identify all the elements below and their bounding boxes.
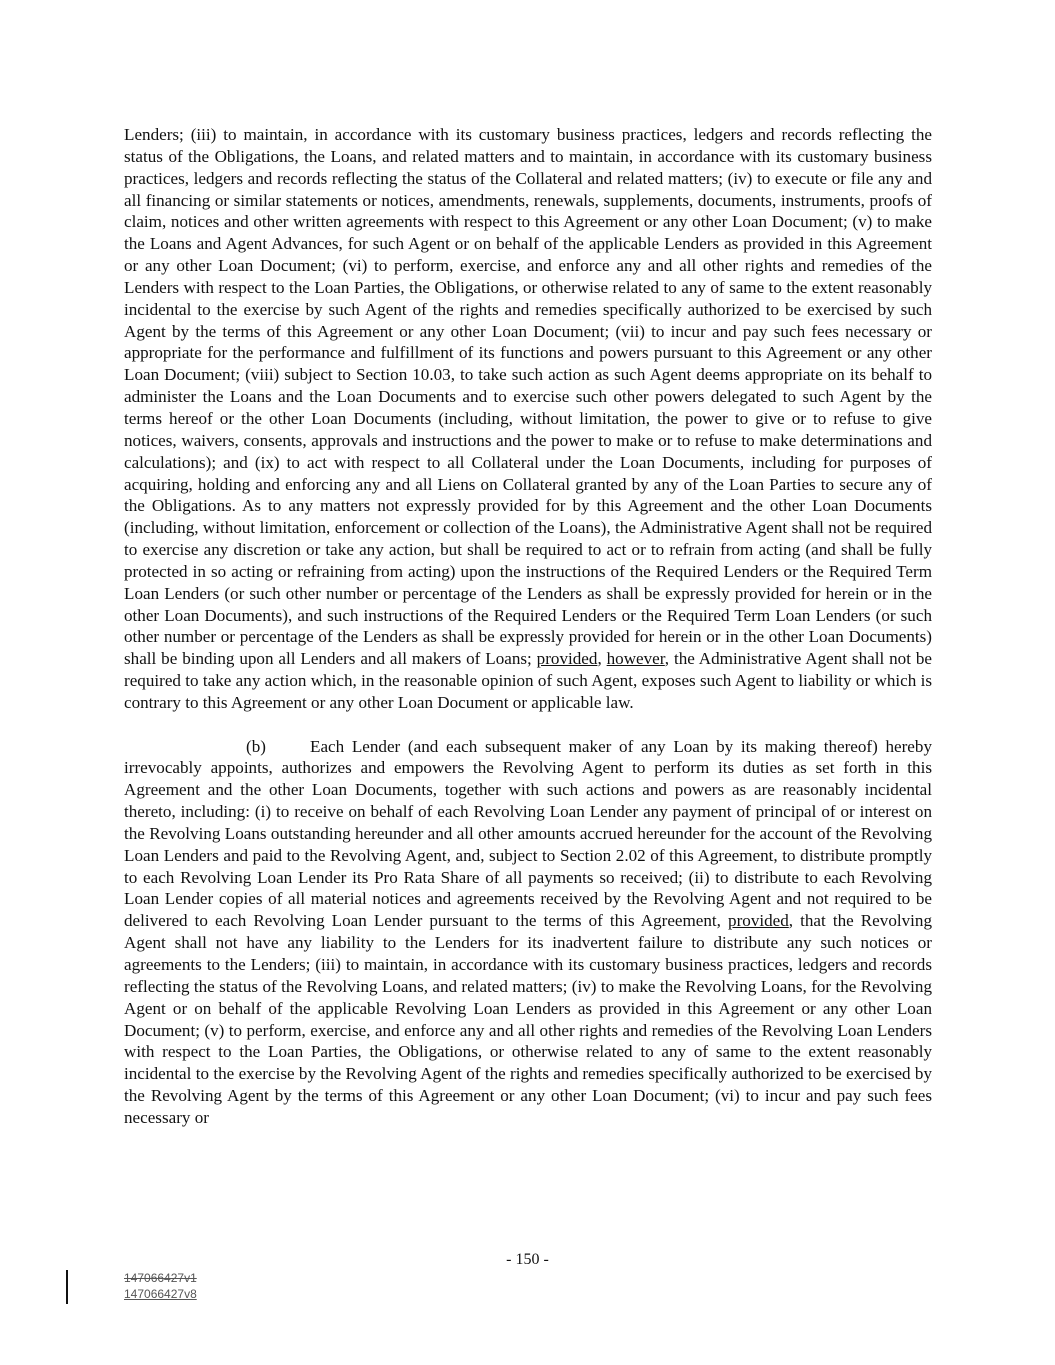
paragraph-b <box>124 736 932 1129</box>
comma: , <box>597 649 602 669</box>
paragraph-b-provided-term: provided <box>728 911 789 931</box>
document-body <box>124 124 932 1129</box>
doc-id-deleted: 147066427v1 <box>124 1271 197 1285</box>
paragraph-a-text: Lenders; (iii) to maintain, in accordance with its customary business practices, ledgers and records reflecting the status of the Obligations, the Loans, and related matters and to maintain, in accordance with its customary business practices, ledgers and records reflecting the status of the Collateral and related matters; (iv) to execute or file any and all financing or similar statements or notices, amendments, renewals, supplements, documents, instruments, proofs of claim, notices and other written agreements with respect to this Agreement or any other Loan Document; (v) to make the Loans and Agent Advances, for such Agent or on behalf of the applicable Lenders as provided in this Agreement or any other Loan Document; (vi) to perform, exercise, and enforce any and all other rights and remedies of the Lenders with respect to the Loan Parties, the Obligations, or otherwise related to any of same to the extent reasonably incidental to the exercise by such Agent of the rights and remedies specifically authorized to be exercised by such Agent by the terms of this Agreement or any other Loan Document; (vii) to incur and pay such fees necessary or appropriate for the performance and fulfillment of its functions and powers pursuant to this Agreement or any other Loan Document; (viii) subject to Section 10.03, to take such action as such Agent deems appropriate on its behalf to administer the Loans and the Loan Documents and to exercise such other powers delegated to such Agent by the terms hereof or the other Loan Documents (including, without limitation, the power to give or to refuse to give notices, waivers, consents, approvals and instructions and the power to make or to refuse to make determinations and calculations); and (ix) to act with respect to all Collateral under the Loan Documents, including for purposes of acquiring, holding and enforcing any and all Liens on Collateral granted by any of the Loan Parties to secure any of the Obligations. As to any matters not expressly provided for by this Agreement and the other Loan Documents (including, without limitation, enforcement or collection of the Loans), the Administrative Agent shall not be required to exercise any discretion or take any action, but shall be required to act or to refrain from acting (and shall be fully protected in so acting or refraining from acting) upon the instructions of the Required Lenders or the Required Term Loan Lenders (or such other number or percentage of the Lenders as shall be expressly provided for herein or in the other Loan Documents), and such instructions of the Required Lenders or the Required Term Loan Lenders (or such other number or percentage of the Lenders as shall be expressly provided for herein or in the other Loan Documents) shall be binding upon all Lenders and all makers of Loans; <box>124 125 932 669</box>
change-bar <box>66 1270 68 1304</box>
page-number: - 150 - <box>506 1251 549 1268</box>
however-term: however <box>606 649 665 669</box>
paragraph-a-end-text: , the Administrative Agent shall not be required to take any action which, in the reasonable opinion of such Agent, exposes such Agent to liability or which is contrary to this Agreement or any other Loan Document or applicable law. <box>124 649 932 712</box>
paragraph-b-text-2: , that the Revolving Agent shall not have any liability to the Lenders for its inadvertent failure to distribute any such notices or agreements to the Lenders; (iii) to maintain, in accordance with its customary business practices, ledgers and records reflecting the status of the Revolving Loans, and related matters; (iv) to make the Revolving Loans, for the Revolving Agent or on behalf of the applicable Revolving Loan Lenders as provided in this Agreement or any other Loan Document; (v) to perform, exercise, and enforce any and all other rights and remedies of the Revolving Loan Lenders with respect to the Loan Parties, the Obligations, or otherwise related to any of same to the extent reasonably incidental to the exercise by the Revolving Agent of the rights and remedies specifically authorized to be exercised by the Revolving Agent by the terms of this Agreement or any other Loan Document; (vi) to incur and pay such fees necessary or <box>124 911 933 1127</box>
doc-id-inserted: 147066427v8 <box>124 1287 197 1301</box>
paragraph-a <box>124 124 932 714</box>
paragraph-b-label: (b) <box>246 736 266 756</box>
provided-term: provided <box>536 649 598 669</box>
paragraph-b-text-1: Each Lender (and each subsequent maker of any Loan by its making thereof) hereby irrevocably appoints, authorizes and empowers the Revolving Agent to perform its duties as set forth in this Agreement and the other Loan Documents, together with such actions and powers as are reasonably incidental thereto, including: (i) to receive on behalf of each Revolving Loan Lender any payment of principal of or interest on the Revolving Loans outstanding hereunder and all other amounts accrued hereunder for the account of the Revolving Loan Lenders and paid to the Revolving Agent, and, subject to Section 2.02 of this Agreement, to distribute promptly to each Revolving Loan Lender its Pro Rata Share of all payments so received; (ii) to distribute to each Revolving Loan Lender copies of all material notices and agreements received by the Revolving Agent and not required to be delivered to each Revolving Loan Lender pursuant to the terms of this Agreement, <box>124 736 932 931</box>
